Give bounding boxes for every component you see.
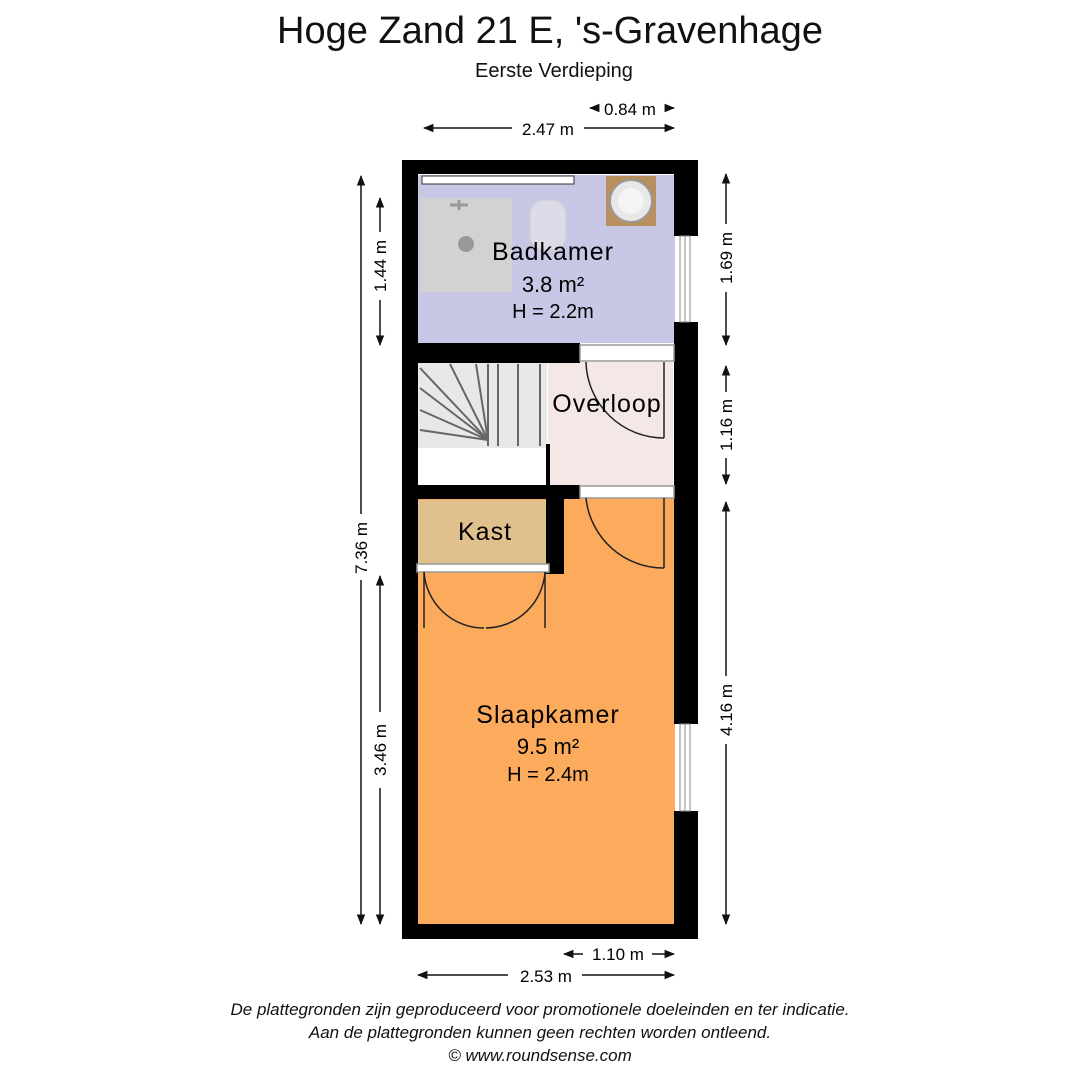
slaapkamer-name: Slaapkamer [476,701,620,729]
room-overloop [548,362,673,486]
disclaimer [0,998,1080,1067]
dim-top-total: 2.47 m [522,120,574,139]
shower-drain-icon [458,236,474,252]
slaapkamer-area: 9.5 m² [516,734,580,759]
disclaimer-line-1: De plattegronden zijn geproduceerd voor promotionele doeleinden en ter indicatie. [230,1000,850,1019]
dim-bottom-partial: 1.10 m [592,945,644,964]
dim-left-bottom: 3.46 m [371,724,390,776]
radiator-bar [422,176,574,184]
slaapkamer-height: H = 2.4m [507,764,589,786]
dim-bottom-total: 2.53 m [520,967,572,986]
dim-right-middle: 1.16 m [717,399,736,451]
kast-name: Kast [457,518,513,546]
dim-left-top: 1.44 m [371,240,390,292]
stair-landing-blank [417,448,547,486]
dim-right-bottom: 4.16 m [717,684,736,736]
badkamer-name: Badkamer [492,238,614,266]
disclaimer-line-2: Aan de plattegronden kunnen geen rechten worden ontleend. [308,1023,772,1042]
badkamer-height: H = 2.2m [512,301,594,323]
overloop-name: Overloop [552,390,662,418]
floor-subtitle: Eerste Verdieping [475,60,633,82]
dim-right-top: 1.69 m [717,232,736,284]
dim-left-total: 7.36 m [352,522,371,574]
badkamer-area: 3.8 m² [521,272,585,297]
page-title: Hoge Zand 21 E, 's-Gravenhage [277,10,823,52]
copyright-link[interactable]: © www.roundsense.com [448,1046,632,1065]
sink-bowl [618,188,644,214]
dim-top-partial: 0.84 m [604,100,656,119]
